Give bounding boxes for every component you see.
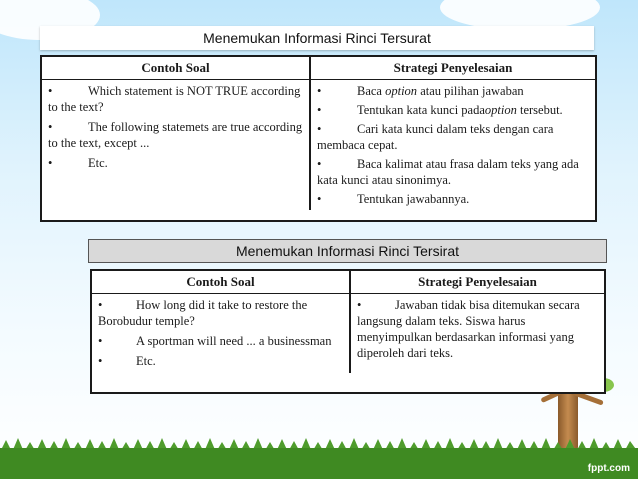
item-text: Etc.	[136, 354, 156, 368]
list-item	[48, 83, 303, 115]
item-text: A sportman will need ... a businessman	[136, 334, 332, 348]
grass-ground	[0, 448, 638, 479]
section1-title: Menemukan Informasi Rinci Tersurat	[40, 26, 594, 50]
header-strategi-penyelesaian: Strategi Penyelesaian	[393, 60, 513, 75]
item-text: Baca kalimat atau frasa dalam teks yang ada kata kunci atau sinonimya.	[317, 157, 579, 187]
bullet: •	[317, 84, 322, 98]
table-header-row	[42, 57, 595, 80]
table-header-row	[92, 271, 604, 294]
list-item	[317, 83, 589, 99]
item-text: Jawaban tidak bisa ditemukan secara langsung dalam teks. Siswa harus menyimpulkan berdasarkan informasi yang diperoleh dari teks.	[357, 298, 580, 360]
list-item	[98, 333, 343, 349]
list-item	[317, 156, 589, 188]
item-text: Which statement is NOT TRUE according to the text?	[48, 84, 301, 114]
item-text: Tentukan kata kunci pada	[357, 103, 485, 117]
strategi-cell	[351, 294, 604, 373]
bullet: •	[48, 120, 53, 134]
list-item	[98, 353, 343, 369]
bullet: •	[48, 84, 53, 98]
header-strategi-penyelesaian: Strategi Penyelesaian	[418, 274, 537, 289]
item-text: Baca	[357, 84, 386, 98]
item-text: atau pilihan jawaban	[417, 84, 524, 98]
item-text: The following statemets are true according to the text, except ...	[48, 120, 303, 150]
item-text: How long did it take to restore the Borobudur temple?	[98, 298, 308, 328]
bullet: •	[317, 157, 322, 171]
list-item	[357, 297, 598, 361]
item-text: Tentukan jawabannya.	[357, 192, 470, 206]
bullet: •	[317, 103, 322, 117]
item-text-italic: option	[385, 84, 418, 98]
bullet: •	[48, 156, 53, 170]
contoh-soal-cell	[42, 80, 311, 210]
section2-table	[90, 269, 606, 394]
bullet: •	[98, 354, 103, 368]
item-text: Etc.	[88, 156, 108, 170]
bullet: •	[98, 298, 103, 312]
header-contoh-soal: Contoh Soal	[92, 271, 351, 293]
bullet: •	[357, 298, 362, 312]
item-text-italic: option	[484, 103, 517, 117]
watermark: fppt.com	[587, 463, 630, 474]
header-contoh-soal: Contoh Soal	[42, 57, 311, 79]
table-body-row	[42, 80, 595, 210]
bullet: •	[317, 122, 322, 136]
list-item	[317, 102, 589, 118]
strategi-cell	[311, 80, 595, 210]
list-item	[48, 155, 303, 171]
item-text: Cari kata kunci dalam teks dengan cara membaca cepat.	[317, 122, 554, 152]
contoh-soal-cell	[92, 294, 351, 373]
list-item	[317, 121, 589, 153]
list-item	[98, 297, 343, 329]
table-body-row	[92, 294, 604, 373]
section2-title: Menemukan Informasi Rinci Tersirat	[88, 239, 607, 263]
list-item	[317, 191, 589, 207]
item-text: tersebut.	[516, 103, 563, 117]
bullet: •	[98, 334, 103, 348]
list-item	[48, 119, 303, 151]
section1-table	[40, 55, 597, 222]
bullet: •	[317, 192, 322, 206]
